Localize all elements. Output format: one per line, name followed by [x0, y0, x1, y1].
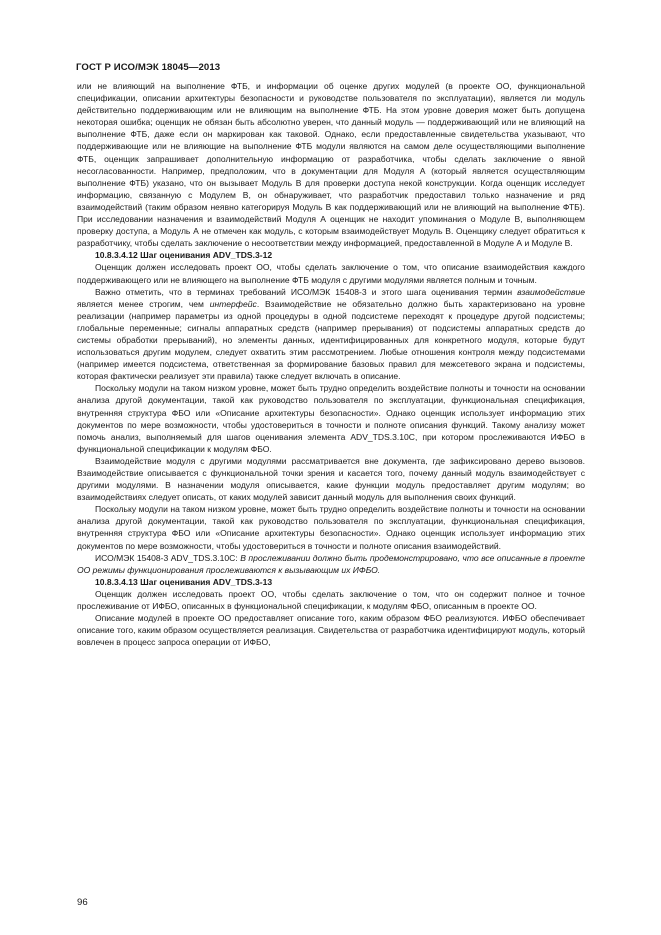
- text-run: Важно отметить, что в терминах требований ИСО/МЭК 15408-3 и этого шага оценивания термин: [95, 286, 518, 297]
- term-italic: интерфейс: [209, 298, 257, 309]
- paragraph: Поскольку модули на таком низком уровне, может быть трудно определить воздействие полноты и точности на основании анализа другой документации, такой как руководство пользователя по эксплуатации, функциональная спецификация, внутренняя структура ФБО или «Описание архитектуры безопасности». Однако оценщик использует информацию этих документов по мере возможности, чтобы удостовериться в точности и полноте описания функций. Такому анализу может помочь анализ, выполняемый для шагов оценивания элемента ADV_TDS.3.10С, при котором прослеживаются ИФБО в функциональной спецификации к модулям ФБО.: [77, 383, 585, 454]
- paragraph: или не влияющий на выполнение ФТБ, и информации об оценке других модулей (в проекте ОО, функциональной спецификации, описании архитектуры безопасности и руководстве пользователя по эксплуатации), является ли модуль действительно поддерживающим или не влияющим на выполнение ФТБ. На этом уровне доверия может быть допущена некоторая ошибка; оценщик не обязан быть абсолютно уверен, что данный модуль — поддерживающий или не влияющий на выполнение ФТБ, даже если он маркирован как таковой. Однако, если предоставленные свидетельства указывают, что поддерживающие или не влияющие на выполнение ФТБ модули являются на самом деле осуществляющими выполнение ФТБ, оценщик запрашивает дополнительную информацию от разработчика, чтобы сделать заключение о явной несогласованности. Например, предположим, что в документации для Модуля А (который является осуществляющим выполнение ФТБ) указано, что он вызывает Модуль В для проверки доступа некой конструкции. Когда оценщик исследует информацию, связанную с Модулем В, он обнаруживает, что разработчик предоставил только назначение и ряд взаимодействий (таким образом неявно категорируя Модуль В как поддерживающий или не влияющий на выполнение ФТБ). При исследовании назначения и взаимодействий Модуля А оценщик не находит упоминания о Модуле В, выполняющем проверку доступа, а Модуль А не отмечен как модуль, с которым взаимодействует Модуль В. Оценщику следует обратиться к разработчику, чтобы сделать заключение о несоответствии между информацией, предоставленной в Модуле А и Модуле В.: [77, 81, 585, 249]
- text-run: . Взаимодействие не обязательно должно быть характеризовано на уровне реализации (например параметры из одной процедуры в одной подсистеме переходят к процедуре другой подсистемы; глобальные переменные; сигналы аппаратных средств (например прерывания) от подсистемы аппаратных средств до системы обработки прерываний), но элементы данных, идентифицированных для конкретного модуля, которые будут использоваться другим модулем, следует охватить этим рассмотрением. Любые отношения контроля между подсистемами (например имеется подсистема, ответственная за формирование базовых правил для межсетевого экрана и подсистемы, которая фактически реализует эти правила) также следует включать в описание.: [77, 298, 585, 382]
- page-header: ГОСТ Р ИСО/МЭК 18045—2013: [76, 62, 221, 73]
- paragraph: [77, 286, 585, 383]
- paragraph: Взаимодействие модуля с другими модулями рассматривается вне документа, где зафиксировано дерево вызовов. Взаимодействие описывается с функциональной точки зрения и касается того, почему данный модуль взаимодействует с другими модулями. В назначении модуля описывается, какие функции модуль предоставляет другим модулям; во взаимодействиях следует описать, от каких модулей зависит данный модуль для выполнения своих функций.: [77, 455, 585, 503]
- term-italic: взаимодействие: [517, 286, 585, 297]
- requirement-quote: [77, 552, 585, 576]
- paragraph: Оценщик должен исследовать проект ОО, чтобы сделать заключение о том, что описание взаимодействия каждого поддерживающего или не влияющего на выполнение ФТБ модуля с другими модулями является полным и точным.: [77, 262, 585, 285]
- requirement-text: В прослеживании должно быть продемонстрировано, что все описанные в проекте ОО режимы функционирования прослеживаются к вызывающим их ИФБО.: [77, 552, 585, 575]
- step-heading: 10.8.3.4.12 Шаг оценивания ADV_TDS.3-12: [95, 250, 273, 261]
- paragraph: Описание модулей в проекте ОО предоставляет описание того, каким образом ФБО реализуются. ИФБО обеспечивает описание того, каким образом осуществляется реализация. Свидетельства от разработчика идентифицируют модуль, который вовлечен в процесс запроса операции от ИФБО,: [77, 613, 585, 648]
- step-heading: 10.8.3.4.13 Шаг оценивания ADV_TDS.3-13: [95, 576, 273, 587]
- requirement-ref: ИСО/МЭК 15408-3 ADV_TDS.3.10С:: [95, 552, 241, 563]
- paragraph: Поскольку модули на таком низком уровне, может быть трудно определить воздействие полноты и точности на основании анализа другой документации, такой как руководство пользователя по эксплуатации, функциональная спецификация, внутренняя структура ФБО или «Описание архитектуры безопасности». Однако оценщик использует информацию этих документов по мере возможности, чтобы удостовериться в точности и полноте описания взаимодействий.: [77, 504, 585, 551]
- text-run: является менее строгим, чем: [77, 298, 210, 309]
- page-body: [77, 80, 585, 648]
- paragraph: Оценщик должен исследовать проект ОО, чтобы сделать заключение о том, что он содержит полное и точное прослеживание от ИФБО, описанных в функциональной спецификации, к модулям ФБО, описанным в проекте ОО.: [77, 588, 585, 612]
- page-number: 96: [77, 897, 88, 908]
